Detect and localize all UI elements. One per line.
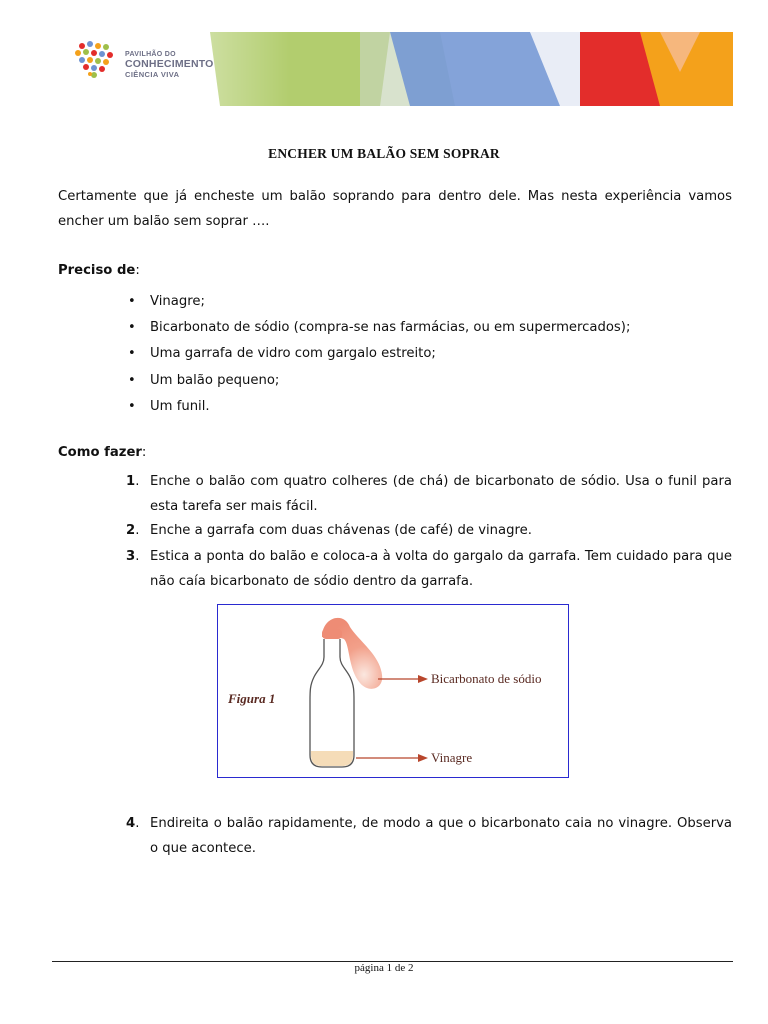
step-text: Estica a ponta do balão e coloca-a à volta do gargalo da garrafa. Tem cuidado para que não caía bicarbonato de sódio dentro da garrafa.	[150, 549, 732, 589]
step-text: Endireita o balão rapidamente, de modo a que o bicarbonato caia no vinagre. Observa o que acontece.	[150, 816, 732, 856]
step-item	[126, 470, 732, 519]
page-title: ENCHER UM BALÃO SEM SOPRAR	[268, 146, 500, 161]
step-number: 4.	[126, 816, 140, 831]
step-text: Enche a garrafa com duas chávenas (de café) de vinagre.	[150, 523, 532, 538]
logo-text	[125, 51, 214, 78]
figure-bottle-balloon	[217, 604, 569, 778]
vinegar-liquid	[311, 751, 353, 766]
supplies-list	[128, 289, 630, 420]
supplies-heading: Preciso de:	[58, 263, 140, 278]
label-vinegar: Vinagre	[431, 750, 473, 765]
step-text: Enche o balão com quatro colheres (de chá) de bicarbonato de sódio. Usa o funil para esta tarefa ser mais fácil.	[150, 474, 732, 514]
step-number: 1.	[126, 474, 140, 489]
step-item	[126, 545, 732, 594]
supplies-item: • Vinagre;	[128, 289, 630, 315]
supplies-item: • Bicarbonato de sódio (compra-se nas farmácias, ou em supermercados);	[128, 315, 630, 341]
step-item	[126, 519, 732, 544]
balloon-icon	[322, 618, 382, 689]
supplies-heading-label: Preciso de	[58, 263, 136, 278]
supplies-item: • Uma garrafa de vidro com gargalo estreito;	[128, 341, 630, 367]
bottle-icon	[310, 639, 354, 767]
arrow-bicarbonate-icon	[378, 675, 428, 683]
intro-paragraph: Certamente que já encheste um balão soprando para dentro dele. Mas nesta experiência vamos encher um balão sem soprar ….	[58, 189, 732, 229]
supplies-item: • Um funil.	[128, 394, 630, 420]
method-heading: Como fazer:	[58, 445, 147, 460]
step-number: 2.	[126, 523, 140, 538]
page-number: página 1 de 2	[354, 962, 414, 974]
method-heading-label: Como fazer	[58, 445, 142, 460]
figure-caption: Figura 1	[228, 691, 276, 706]
logo-line2: CONHECIMENTO	[125, 58, 214, 70]
logo-line3: CIÊNCIA VIVA	[125, 69, 180, 79]
step-number: 3.	[126, 549, 140, 564]
logo-line1: PAVILHÃO DO	[125, 51, 176, 58]
supplies-item: • Um balão pequeno;	[128, 368, 630, 394]
label-bicarbonate: Bicarbonato de sódio	[431, 671, 542, 686]
arrow-vinegar-icon	[356, 754, 428, 762]
step-item	[126, 812, 732, 861]
